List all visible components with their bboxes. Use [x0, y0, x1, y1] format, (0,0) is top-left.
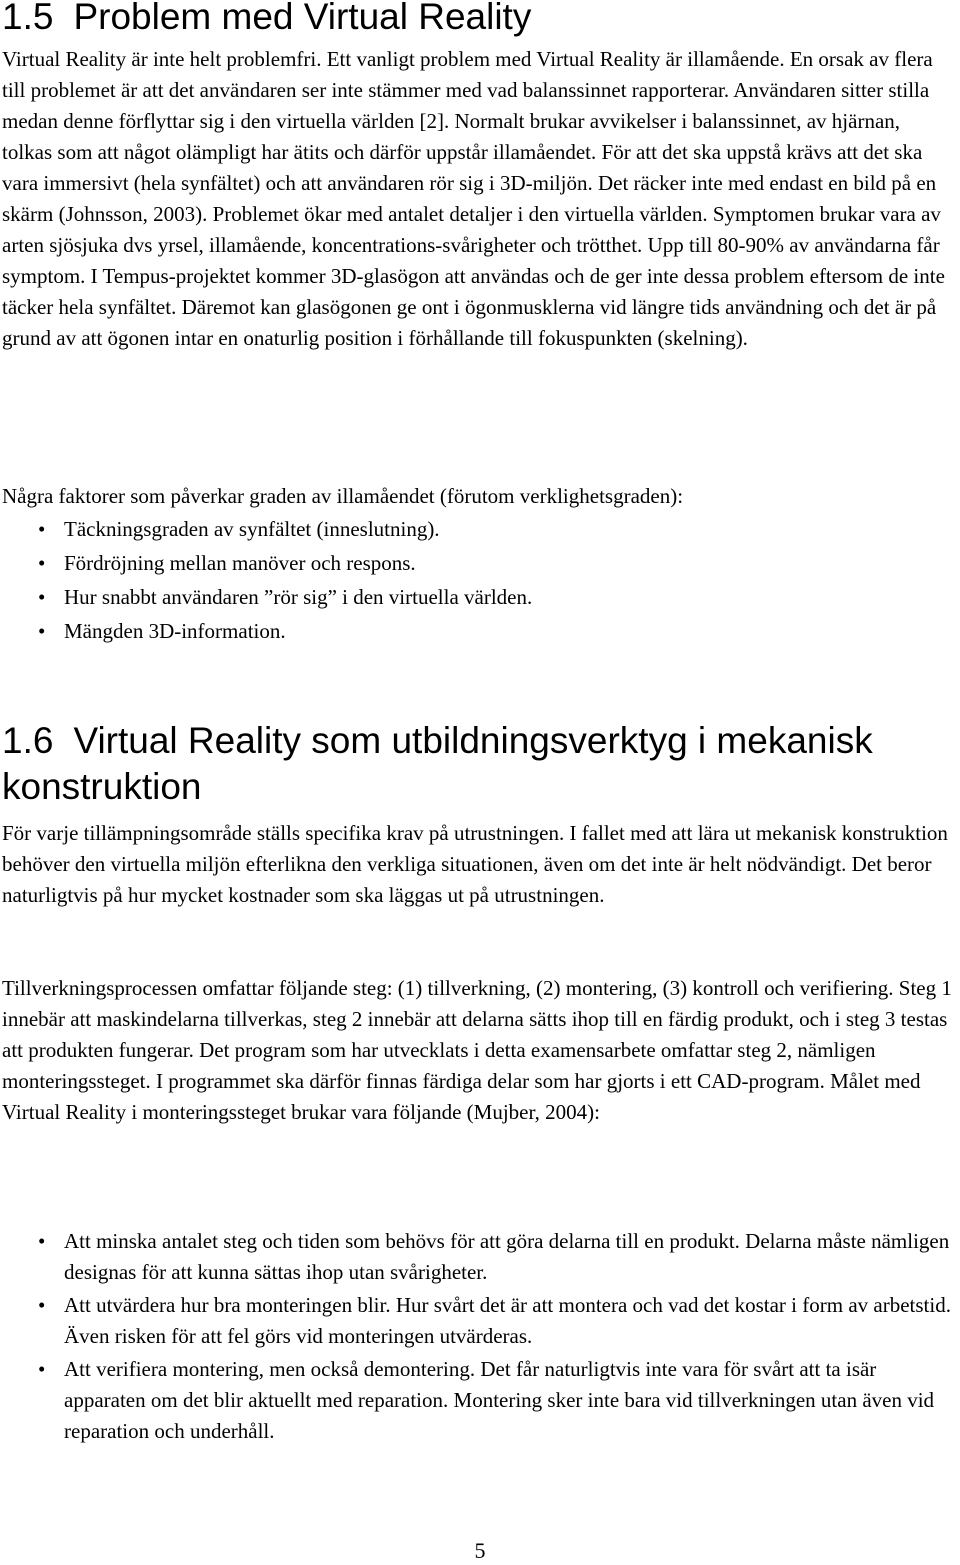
factors-list: [2, 514, 952, 647]
section-1-5-heading: [2, 0, 531, 40]
section-1-6-heading: [2, 718, 960, 810]
list-item: • Att minska antalet steg och tiden som behövs för att göra delarna till en produkt. Delarna måste nämligen designas för att kunna sättas ihop utan svårigheter.: [2, 1226, 952, 1288]
section-title: Virtual Reality som utbildningsverktyg i mekanisk konstruktion: [2, 720, 873, 807]
list-item: • Hur snabbt användaren ”rör sig” i den virtuella världen.: [2, 582, 952, 613]
section-1-6-paragraph-1: För varje tillämpningsområde ställs specifika krav på utrustningen. I fallet med att lära ut mekanisk konstruktion behöver den virtuella miljön efterlikna den verkliga situationen, även om det inte är helt nödvändigt. Det beror naturligtvis på hur mycket kostnader som ska läggas ut på utrustningen.: [2, 821, 948, 907]
section-1-5-paragraph: Virtual Reality är inte helt problemfri. Ett vanligt problem med Virtual Reality är illamående. En orsak av flera till problemet är att det användaren ser inte stämmer med vad balanssinnet rapporterar. Användaren sitter stilla medan denne förflyttar sig i den virtuella världen [2]. Normalt brukar avvikelser i balanssinnet, av hjärnan, tolkas som att något olämpligt har ätits och därför uppstår illamåendet. För att det ska uppstå krävs att det ska vara immersivt (hela synfältet) och att användaren rör sig i 3D-miljön. Det räcker inte med endast en bild på en skärm (Johnsson, 2003). Problemet ökar med antalet detaljer i den virtuella världen. Symptomen brukar vara av arten sjösjuka dvs yrsel, illamående, koncentrations-svårigheter och trötthet. Upp till 80-90% av användarna får symptom. I Tempus-projektet kommer 3D-glasögon att användas och de ger inte dessa problem eftersom de inte täcker hela synfältet. Däremot kan glasögonen ge ont i ögonmusklerna vid längre tids användning och det är på grund av att ögonen intar en onaturlig position i förhållande till fokuspunkten (skelning).: [2, 47, 945, 350]
factors-intro: Några faktorer som påverkar graden av illamåendet (förutom verklighetsgraden):: [2, 484, 684, 508]
list-item: • Täckningsgraden av synfältet (inneslutning).: [2, 514, 952, 545]
list-item: • Fördröjning mellan manöver och respons.: [2, 548, 952, 579]
section-title: Problem med Virtual Reality: [73, 0, 532, 37]
list-item: • Att utvärdera hur bra monteringen blir. Hur svårt det är att montera och vad det kostar i form av arbetstid. Även risken för att fel görs vid monteringen utvärderas.: [2, 1290, 952, 1352]
list-item: • Att verifiera montering, men också demontering. Det får naturligtvis inte vara för svårt att ta isär apparaten om det blir aktuellt med reparation. Montering sker inte bara vid tillverkningen utan även vid reparation och underhåll.: [2, 1354, 952, 1447]
section-number: 1.6: [2, 720, 54, 761]
page-number: 5: [474, 1538, 486, 1563]
section-number: 1.5: [2, 0, 54, 37]
section-1-6-paragraph-2: Tillverkningsprocessen omfattar följande steg: (1) tillverkning, (2) montering, (3) kontroll och verifiering. Steg 1 innebär att maskindelarna tillverkas, steg 2 innebär att delarna sätts ihop till en färdig produkt, och i steg 3 testas att produkten fungerar. Det program som har utvecklats i detta examensarbete omfattar steg 2, nämligen monteringssteget. I programmet ska därför finnas färdiga delar som har gjorts i ett CAD-program. Målet med Virtual Reality i monteringssteget brukar vara följande (Mujber, 2004):: [2, 976, 952, 1124]
list-item: • Mängden 3D-information.: [2, 616, 952, 647]
goals-list: [2, 1226, 952, 1447]
